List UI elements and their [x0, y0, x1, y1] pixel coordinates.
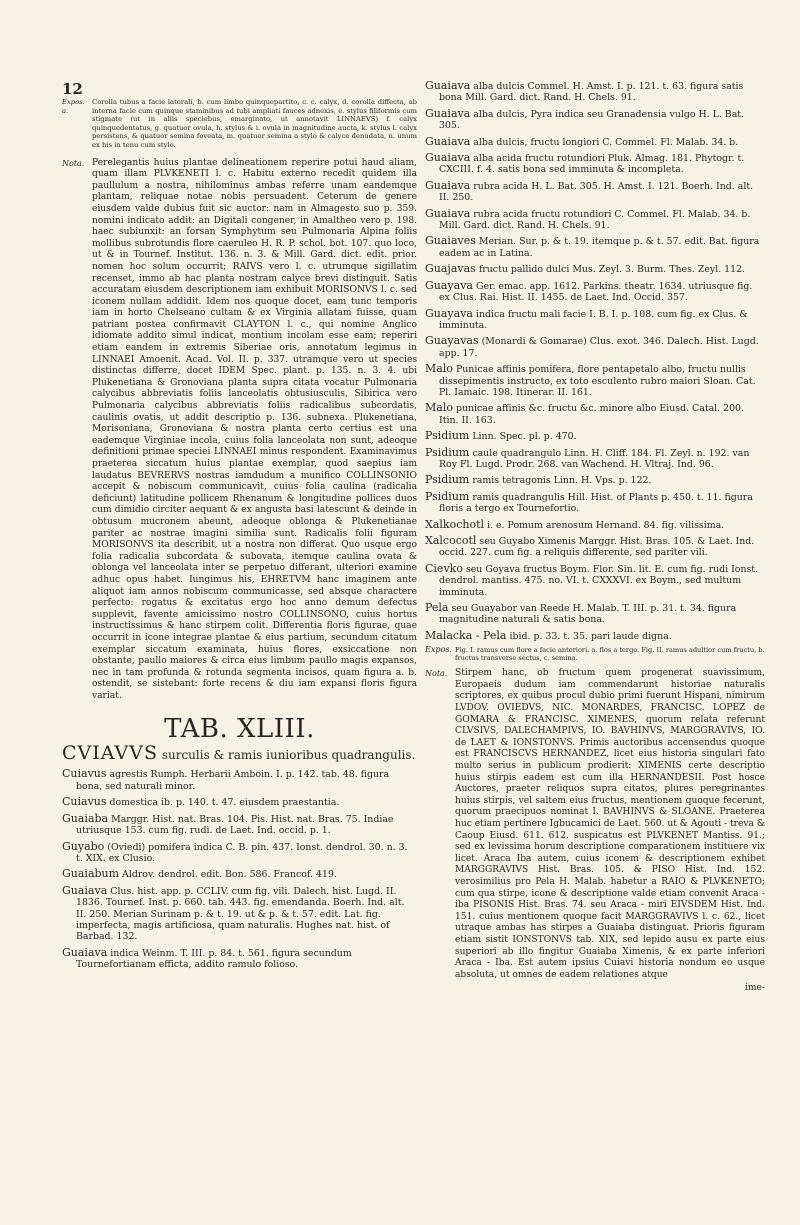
- nota-paragraph: Stirpem hanc, ob fructum quem progenerat suavissimum, Europaeis dudum iam commendarunt historiae naturalis scriptores, ex quibus procul dubio primi fuerunt Hispani, nimirum LVDOV. OVIEDVS, NIC. MONARDES, FRANCISC. LOPEZ de GOMARA & FRANCISC. XIMENES, quorum relata referunt CLVSIVS, DALECHAMPIVS, IO. BAVHINVS, MARGGRAVIVS, IO. de LAET & IONSTONVS. Primis auctoribus accensendus quoque est FRANCISCVS HERNANDEZ, licet eius historia singulari fato multo serius in publicum prodierit: XIMENIS certe descriptio huius stirpis eadem est cum illa HERNANDESII. Post hosce Auctores, praeter reliquos supra citatos, plures peregrinantes huius stirpis, vel saltem eius fructus, mentionem quoque fecerunt, quorum praecipuos nominat I. BAVHINVS & SLOANE. Praeterea huc etiam pertinere Igbucamici de Laet. 560. ut & Agouti - treva & Caoup Eiusd. 611. 612. suspicatus est PLVKENET Mantiss. 91.; sed ex levissima horum descriptione comparationem instituere vix licet. Araca Iba autem, cuius iconem & descriptionem exhibet MARGGRAVIVS Hist. Bras. 105. & PISO Hist. Ind. 152. verosimilius pro Pela H. Malab. habetur a RAIO & PLVKENETO; cum qua stirpe, icone & descriptione valde etiam convenit Araca - iba PISONIS Hist. Bras. 74. seu Araca - miri EIVSDEM Hist. Ind. 151. cuius mentionem quoque facit MARGGRAVIVS l. c. 62., licet utraque ambas has stirpes a Guaiaba distinguat. Prioris figuram etiam sistit IONSTONVS tab. XIX, sed lepido ausu ex parte eius superiori ab illo fingitur Guaiaba Ximenis, & ex parte inferiori Araca - Iba. Est autem ipsius Cuiavi historia nondum eo usque absoluta, ut omnes de eadem relationes atque: [455, 668, 765, 980]
- entry-lead: Guayava: [425, 306, 473, 320]
- entry-text: Punicae affinis pomifera, flore pentapetalo albo, fructu nullis dissepimentis instructo, ex toto esculento rubro maiori Sloan. Cat. Pl. Iamaic. 198. Itinerar. II. 161.: [439, 364, 756, 398]
- synonym-entry: [62, 796, 417, 808]
- entry-text: fructu pallido dulci Mus. Zeyl. 3. Burm. Thes. Zeyl. 112.: [478, 264, 746, 276]
- nota-label: Nota.: [425, 669, 448, 679]
- entry-text: rubra acida fructu rotundiori C. Commel. Fl. Malab. 34. b. Mill. Gard. dict. Rand. H. Chels. 91.: [439, 208, 751, 232]
- synonym-entry: [425, 430, 765, 442]
- entry-lead: Guaiava: [425, 106, 471, 120]
- nota-paragraph: Perelegantis huius plantae delineationem reperire potui haud aliam, quam illam PLVKENETI l. c. Habitu externo recedit quidem illa paullulum a nostra, nihilominus ambas referre unam eandemque plantam, reliquae notae nobis persuadent. Ceterum de genere eiusdem valde dubius fuit sic auctor: nam in Almagesto suo p. 359. nomini indicato addit: an Digitali congener, in Amaltheo vero p. 198. haec subiunxit: an forsan Symphytum seu Pulmonaria Alpina foliis mollibus subrotundis flore caeruleo H. R. P. schol. bot. 107. quo loco, ut & in Tournef. Institut. 136. n. 3. & Mill. Gard. dict. edit. prior. nomen hoc solum occurrit; RAIVS vero l. c. utrumque sigillatim recenset, immo ab hac planta nostram calyce brevi distinguit. Satis accuratam eiusdem descriptionem iam exhibuit MORISONVS l. c. sed iconem nullam addidit. Idem nos quoque docet, eam tunc temporis iam in horto Chelseano cultam & ex Virginia allatam fuisse, quam patriam postea confirmavit CLAYTON l. c., qui nomine Anglico idiomate addito simul indicat, montium incolam esse eam; reperiri etiam eandem in extremis Siberiae oris, annotatum legimus in LINNAEI Amoenit. Acad. Vol. II. p. 337. utramque vero ut species distinctas differre, docet IDEM Spec. plant. p. 135. n. 3. 4. ubi Plukenetiana & Gronoviana planta supra citata vocatur Pulmonaria calycibus abbreviatis foliis lanceolatis obtusiusculis, Sibirica vero Pulmonaria calycibus abbreviatis foliis radicalibus subcordatis, caulinis ovatis, ut addit descriptio p. 136. subnexa. Plukenetiana, Morisoniana, Gronoviana & nostra planta certo certius est una eademque Virginiae incola, cuius folia lanceolata non sunt, adeoque definitioni primae speciei LINNAEI minus respondent. Examinavimus praeterea siccatum huius plantae exemplar, quod saepius iam laudatus BEVRERVS nostras iamdudum a munifico COLLINSONIO accepit & nobiscum communicavit, cuius folia caulina (radicalia deficiunt) latitudine pollicem Rhenanum & longitudine pollices duos cum dimidio circiter aequant & ex angusta basi latescunt & deinde in obtusum mucronem abeunt, adeoque oblonga & Plukenetianae pariter ac nostrae imagini similia sunt. Radicalis folii figuram MORISONVS ita describit, ut a nostra non differat. Quo usque ergo folia radicalia subcordata & subovata, itemque caulina ovata & oblonga vel lanceolata inter se perpetuo differant, ulteriori examine adhuc opus habet. Iungimus his, EHRETVM hanc imaginem ante aliquot iam annos nobiscum communicasse, sed absque charactere perfecto: rogatus & excitatus ergo hoc anno demum defectus supplevit, favente amicissimo nostro COLLINSONO, cuius hortus instructissimus & hanc stirpem colit. Differentia floris figurae, quae occurrit in icone integrae plantae & eius partium, secundum citatum exemplar siccatum examinata, huius flores, exsiccatione non obstante, paullo maiores & circa eius limbum paullo magis expansos, nec in tam profunda & rotunda segmenta incisos, quam figura a. b. ostendit, se sistebant: forte recens & diu iam expansi floris figura variat.: [92, 157, 417, 701]
- entry-lead: Guajavas: [425, 262, 476, 276]
- entry-text: Linn. Spec. pl. p. 470.: [472, 431, 577, 443]
- nota-block: [425, 668, 765, 995]
- entry-text: ibid. p. 33. t. 35. pari laude digna.: [509, 630, 672, 642]
- synonym-entry: [425, 208, 765, 232]
- synonym-entry: [425, 491, 765, 515]
- entry-lead: Guaiava: [425, 80, 471, 92]
- entry-lead: Guaiaves: [425, 234, 476, 248]
- entry-lead: Guayava: [425, 278, 473, 292]
- synonym-entry: [425, 630, 765, 642]
- entry-lead: Guaiava: [425, 134, 471, 148]
- entry-lead: Guayavas: [425, 334, 479, 348]
- genus-heading: [62, 742, 417, 765]
- entry-lead: Guaiava: [62, 945, 108, 959]
- synonym-entry: [425, 136, 765, 148]
- synonym-entry: [425, 602, 765, 626]
- nota-label: Nota.: [62, 158, 85, 168]
- synonym-entry: [62, 841, 417, 865]
- entry-text: Merian. Sur. p. & t. 19. itemque p. & t. 57. edit. Bat. figura eadem ac in Latina.: [439, 236, 760, 259]
- entry-lead: Pela: [425, 601, 449, 615]
- expos-label: Expos.: [425, 645, 452, 655]
- entry-text: alba dulcis, fructu longiori C. Commel. Fl. Malab. 34. b.: [473, 136, 739, 148]
- entry-lead: Psidium: [425, 429, 470, 443]
- entry-text: domestica ib. p. 140. t. 47. eiusdem praestantia.: [109, 797, 340, 809]
- synonym-entry: [425, 180, 765, 204]
- left-column: [62, 98, 417, 1188]
- synonym-entry: [62, 813, 417, 837]
- entry-lead: Guaiaba: [62, 811, 109, 825]
- entry-text: Clus. hist. app. p. CCLIV. cum fig. vili. Dalech. hist. Lugd. II. 1836. Tournef. Inst. p. 660. tab. 443. fig. emendanda. Boerh. Ind. alt. II. 250. Merian Surinam p. & t. 19. ut & p. & t. 57. edit. Lat. fig. imperfecta, magis artificiosa, quam naturalis. Hughes nat. hist. of Barbad. 132.: [76, 885, 405, 943]
- entry-text: alba acida fructu rotundiori Pluk. Almag. 181. Phytogr. t. CXCIII. f. 4. satis bona sed imminuta & incompleta.: [439, 153, 745, 176]
- synonym-entry: [425, 402, 765, 426]
- synonym-entry: [425, 474, 765, 486]
- entry-lead: Guaiava: [425, 151, 471, 165]
- entry-lead: Malo: [425, 401, 453, 415]
- entry-lead: Psidium: [425, 445, 470, 459]
- entry-text: alba dulcis Commel. H. Amst. I. p. 121. t. 63. figura satis bona Mill. Gard. dict. Rand. H. Chels. 91.: [439, 81, 744, 104]
- nota-block: [62, 158, 417, 705]
- expos-text: Corolla tubus a facie laterali, b. cum limbo quinquepartito, c. c. calyx, d. corolla diffecta, ab interna facie cum quinque staminibus ad tubi ampliati fauces adnexis, e. stylus filiformis cum stigmate (ut in aliis speciebus, emarginato, ut annotavit LINNAEVS) f. calyx quinquedentatus, g. quatuor ovula, h. stylus & i. ovula in magnitudine aucta, k. stylus l. calyx persistens, & quatuor semina foveata, m. quatuor semina a stylo & calyce denudata, n. unum ex his in tenu cum stylo.: [92, 98, 417, 149]
- page-number: 12: [62, 80, 83, 98]
- entry-lead: Psidium: [425, 489, 470, 503]
- synonym-entry: [425, 519, 765, 531]
- right-column: [425, 80, 765, 1170]
- expos-text: Fig. I. ramus cum flore a facie anteriori. a. flos a tergo. Fig. II. ramus adultior cum fructu, b. fructus transverse sectus, c. semina.: [455, 646, 765, 663]
- synonym-entry: [62, 885, 417, 943]
- entry-lead: Cuiavus: [62, 767, 107, 781]
- entry-text: i. e. Pomum arenosum Hernand. 84. fig. vilissima.: [487, 519, 725, 531]
- entry-lead: Malacka - Pela: [425, 628, 507, 642]
- entry-lead: Psidium: [425, 473, 470, 487]
- entry-lead: Guaiava: [62, 883, 108, 897]
- genus-description: surculis & ramis iunioribus quadrangulis.: [161, 748, 416, 763]
- expos-label: Expos. a.: [62, 98, 85, 115]
- entry-text: ramis quadrangulis Hill. Hist. of Plants p. 450. t. 11. figura floris a tergo ex Tournefortio.: [439, 491, 753, 515]
- synonym-entry: [425, 535, 765, 559]
- entry-text: rubra acida H. L. Bat. 305. H. Amst. I. 121. Boerh. Ind. alt. II. 250.: [439, 180, 754, 204]
- entry-text: seu Goyava fructus Boym. Flor. Sin. lit. E. cum fig. rudi Ionst. dendrol. mantiss. 475. no. VI. t. CXXXVI. ex Boym., sed multum imminuta.: [439, 563, 759, 598]
- entry-lead: Cievko: [425, 561, 463, 575]
- synonym-entry: [425, 108, 765, 132]
- entry-text: (Oviedi) pomifera indica C. B. pin. 437. Ionst. dendrol. 30. n. 3. t. XIX. ex Clusio.: [76, 841, 408, 864]
- entry-lead: Xalcocotl: [425, 534, 477, 547]
- synonym-entry: [425, 335, 765, 359]
- synonym-entry: [425, 280, 765, 304]
- entry-text: ramis tetragonis Linn. H. Vps. p. 122.: [472, 475, 652, 487]
- synonym-entry: [425, 152, 765, 176]
- synonym-entry: [425, 447, 765, 471]
- synonym-entry: [425, 308, 765, 332]
- entry-text: caule quadrangulo Linn. H. Cliff. 184. Fl. Zeyl. n. 192. van Roy Fl. Lugd. Prodr. 268. van Wachend. H. Vltraj. Ind. 96.: [439, 447, 750, 470]
- entry-lead: Guaiabum: [62, 867, 120, 881]
- synonym-entry: [425, 263, 765, 275]
- entry-lead: Xalkochotl: [425, 517, 485, 531]
- entry-text: indica Weinm. T. III. p. 84. t. 561. figura secundum Tournefortianam efficta, addito ramulo folioso.: [76, 947, 352, 971]
- genus-name: CVIAVVS: [62, 742, 158, 765]
- entry-lead: Malo: [425, 362, 453, 376]
- expos-block: [425, 646, 765, 662]
- entry-lead: Guaiava: [425, 178, 471, 192]
- entry-lead: Cuiavus: [62, 795, 107, 809]
- synonym-entry: [62, 947, 417, 971]
- entry-text: alba dulcis, Pyra indica seu Granadensia vulgo H. L. Bat. 305.: [439, 108, 745, 132]
- entry-text: indica fructu mali facie I. B. I. p. 108. cum fig. ex Clus. & imminuta.: [439, 308, 748, 331]
- entry-lead: Guaiava: [425, 206, 471, 220]
- synonym-entry: [425, 235, 765, 259]
- synonym-entry: [62, 868, 417, 880]
- entry-text: seu Guayabor van Reede H. Malab. T. III. p. 31. t. 34. figura magnitudine naturali & satis bona.: [439, 603, 737, 626]
- entry-text: Marggr. Hist. nat. Bras. 104. Pis. Hist. nat. Bras. 75. Indiae utriusque 153. cum fig. rudi. de Laet. Ind. occid. p. 1.: [76, 813, 394, 837]
- nota-body: [92, 158, 417, 705]
- entry-text: agrestis Rumph. Herbarii Amboin. I. p. 142. tab. 48. figura bona, sed naturali minor.: [76, 769, 390, 792]
- entry-text: Ger. emac. app. 1612. Parkins. theatr. 1634. utriusque fig. ex Clus. Rai. Hist. II. 1455. de Laet. Ind. Occid. 357.: [439, 280, 753, 304]
- entry-text: (Monardi & Gomarae) Clus. exot. 346. Dalech. Hist. Lugd. app. 17.: [439, 336, 759, 359]
- synonym-entry: [425, 363, 765, 398]
- nota-body: [455, 668, 765, 995]
- plate-heading: TAB. XLIII.: [164, 714, 315, 745]
- expos-block: [62, 98, 417, 152]
- synonym-entry: [425, 80, 765, 104]
- synonym-entry: [62, 768, 417, 792]
- catchword: ime-: [745, 983, 765, 994]
- entry-text: seu Guyabo Ximenis Marggr. Hist. Bras. 105. & Laet. Ind. occid. 227. cum fig. a reliquis differente, sed pariter vili.: [439, 536, 755, 559]
- entry-text: Aldrov. dendrol. edit. Bon. 586. Francof. 419.: [122, 869, 337, 881]
- entry-lead: Guyabo: [62, 839, 105, 853]
- synonym-entry: [425, 563, 765, 598]
- entry-text: punicae affinis &c. fructu &c. minore albo Eiusd. Catal. 200. Itin. II. 163.: [439, 403, 745, 426]
